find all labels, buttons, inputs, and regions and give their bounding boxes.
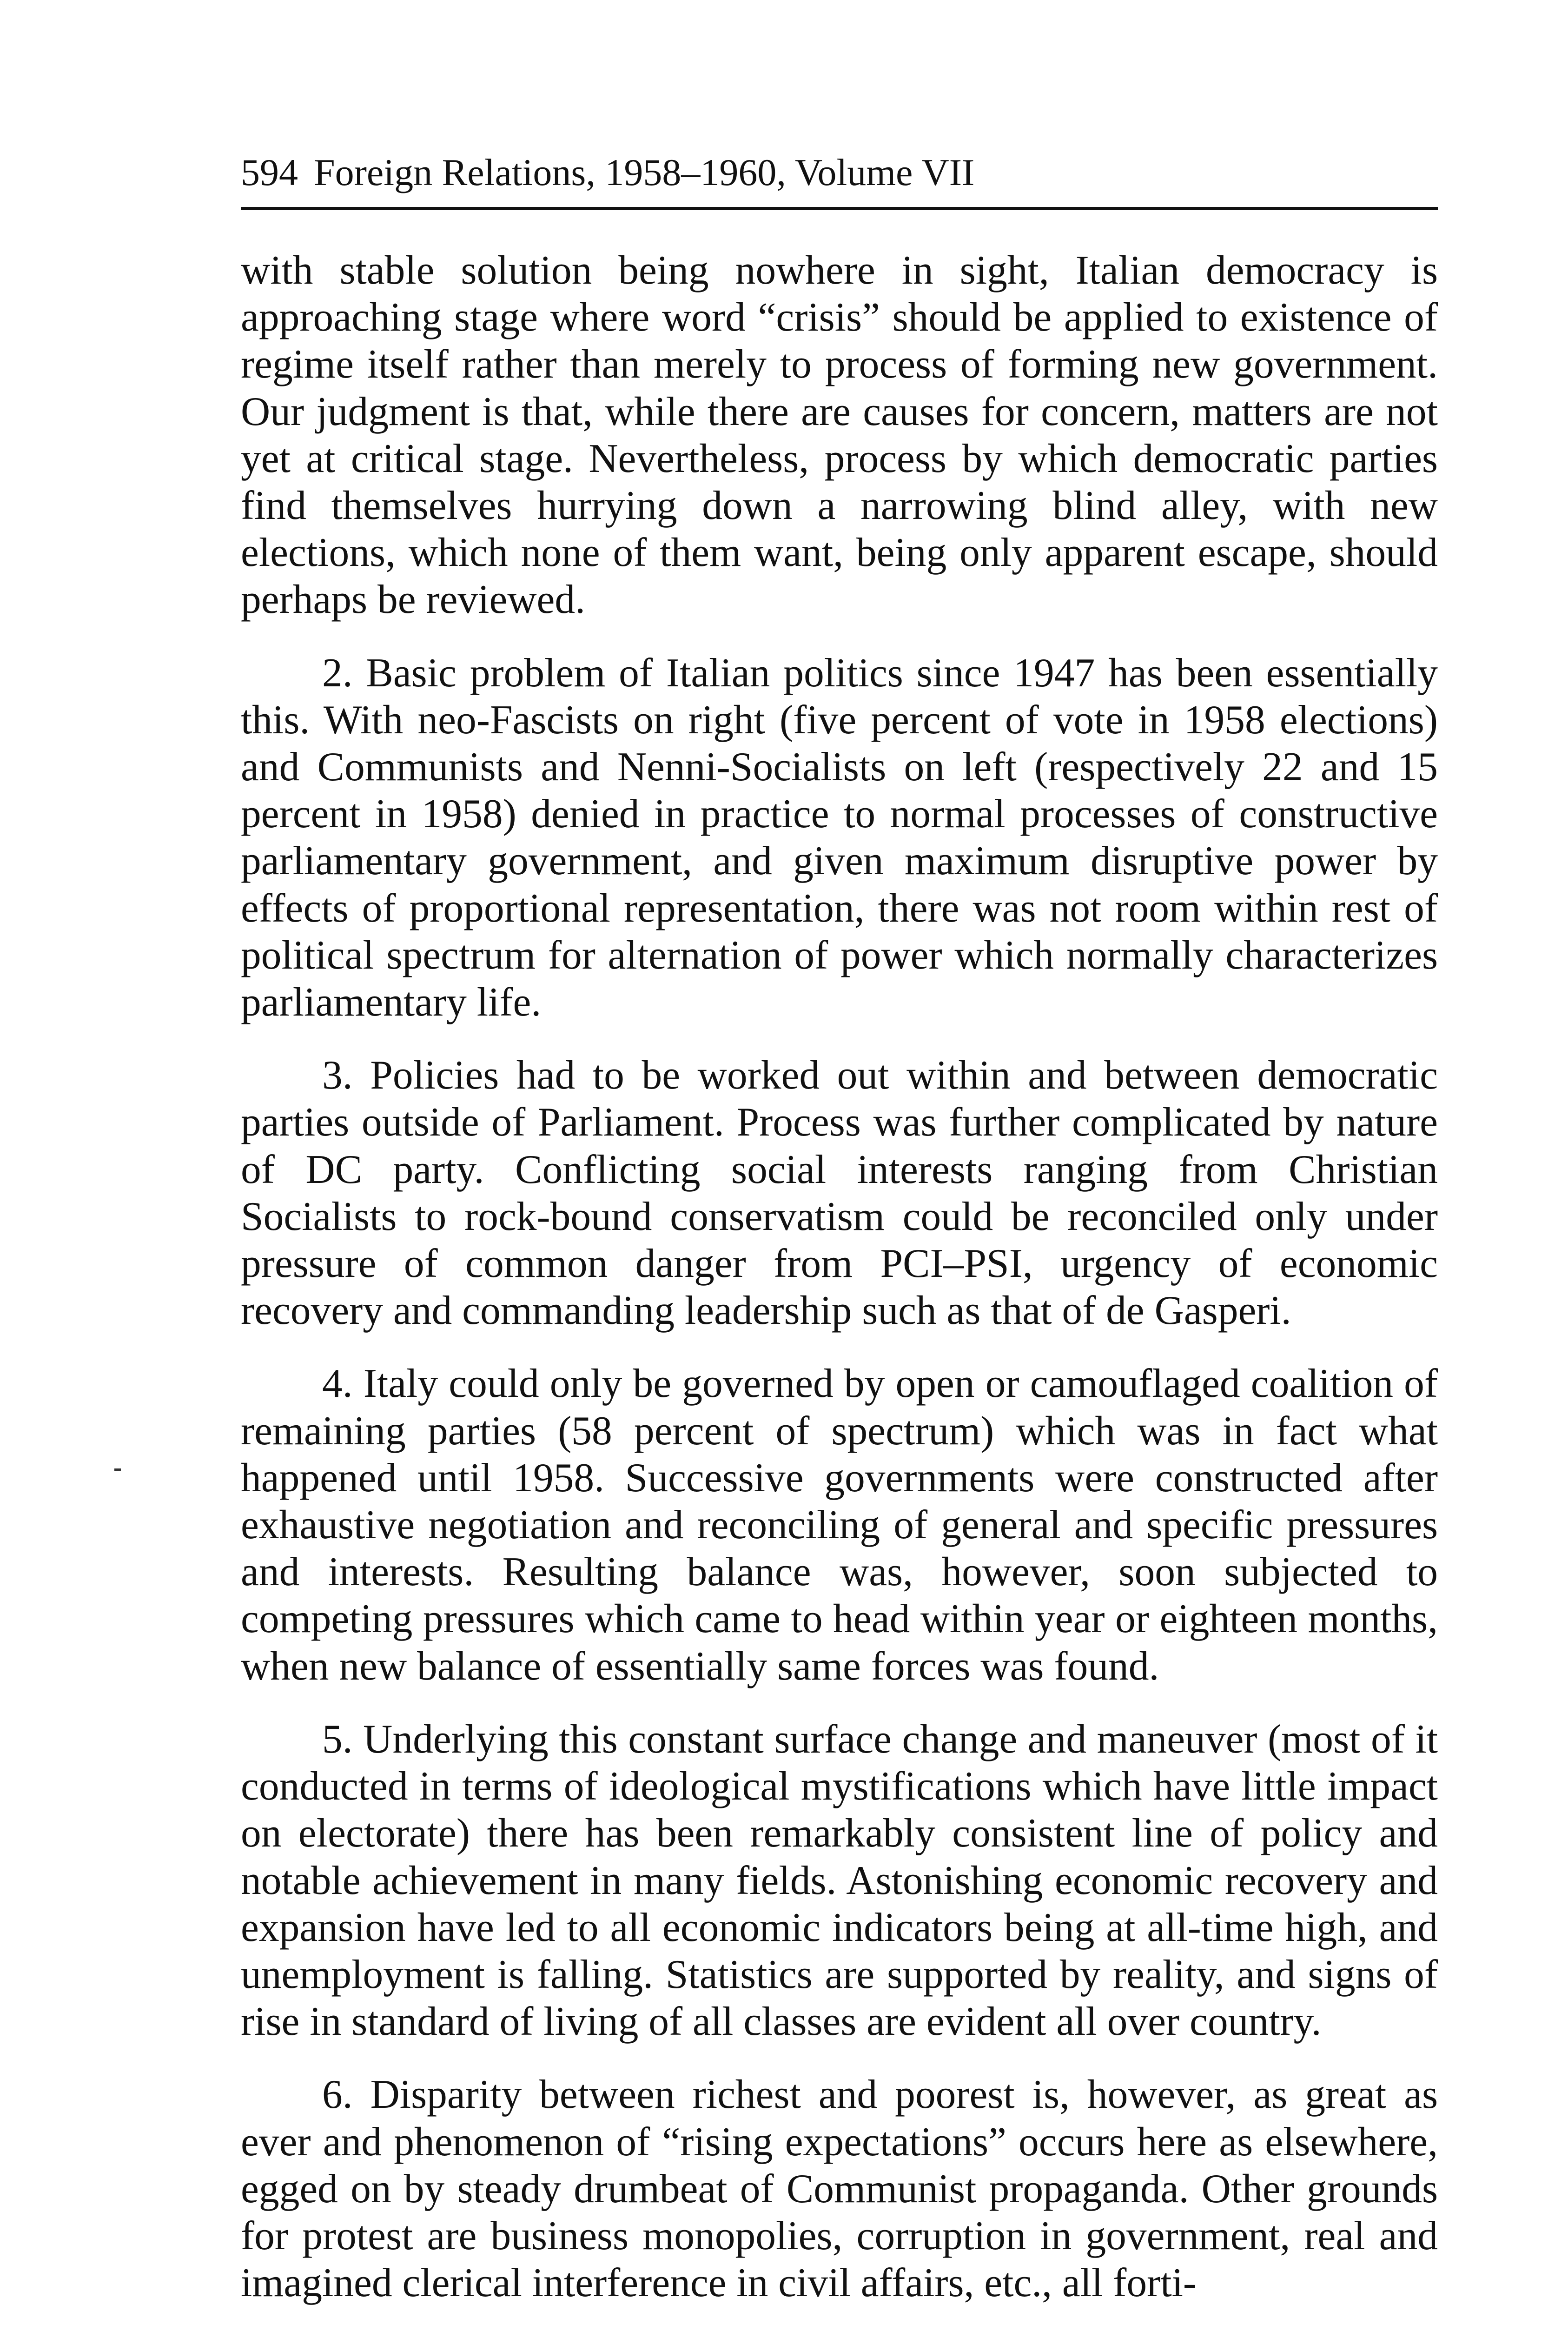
page-number: 594 (241, 151, 298, 193)
margin-mark (114, 1468, 121, 1471)
paragraph-2: 2. Basic problem of Italian politics since 1947 has been essentially this. With neo-Fascists on right (five percent of vote in 1958 elections) and Communists and Nenni-Socialists on left (respectively 22 and 15 percent in 1958) denied in practice to normal processes of constructive parliamentary government, and given maximum disruptive power by effects of proportional representation, there was not room within rest of political spectrum for alternation of power which normally characterizes parliamentary life. (241, 650, 1438, 1025)
paragraph-4: 4. Italy could only be governed by open or camouflaged coalition of remaining parties (58 percent of spectrum) which was in fact what happened until 1958. Successive governments were constructed after exhaustive negotiation and reconciling of general and specific pressures and interests. Resulting balance was, however, soon subjected to competing pressures which came to head within year or eighteen months, when new balance of essentially same forces was found. (241, 1361, 1438, 1688)
paragraph-3: 3. Policies had to be worked out within and between democratic parties outside of Parliament. Process was further complicated by nature of DC party. Conflicting social interests ranging from Christian Socialists to rock-bound conservatism could be reconciled only under pressure of common danger from PCI–PSI, urgency of economic recovery and commanding leadership such as that of de Gasperi. (241, 1052, 1438, 1333)
paragraph-continued: with stable solution being nowhere in sight, Italian democracy is approaching stage where word “crisis” should be applied to existence of regime itself rather than merely to process of forming new government. Our judgment is that, while there are causes for concern, matters are not yet at critical stage. Nevertheless, process by which democratic parties find themselves hurrying down a narrowing blind alley, with new elections, which none of them want, being only apparent escape, should perhaps be reviewed. (241, 247, 1438, 622)
body-text (241, 246, 1438, 2306)
paragraph-5: 5. Underlying this constant surface change and maneuver (most of it conducted in terms of ideological mystifications which have little impact on electorate) there has been remarkably consistent line of policy and notable achievement in many fields. Astonishing economic recovery and expansion have led to all economic indicators being at all-time high, and unemployment is falling. Statistics are supported by reality, and signs of rise in standard of living of all classes are evident all over country. (241, 1716, 1438, 2044)
running-head-title: Foreign Relations, 1958–1960, Volume VII (314, 151, 975, 193)
paragraph-6: 6. Disparity between richest and poorest is, however, as great as ever and phenomenon of “rising expectations” occurs here as elsewhere, egged on by steady drumbeat of Communist propaganda. Other grounds for protest are business monopolies, corruption in government, real and imagined clerical interference in civil affairs, etc., all forti- (241, 2072, 1438, 2305)
running-head (241, 153, 1438, 210)
